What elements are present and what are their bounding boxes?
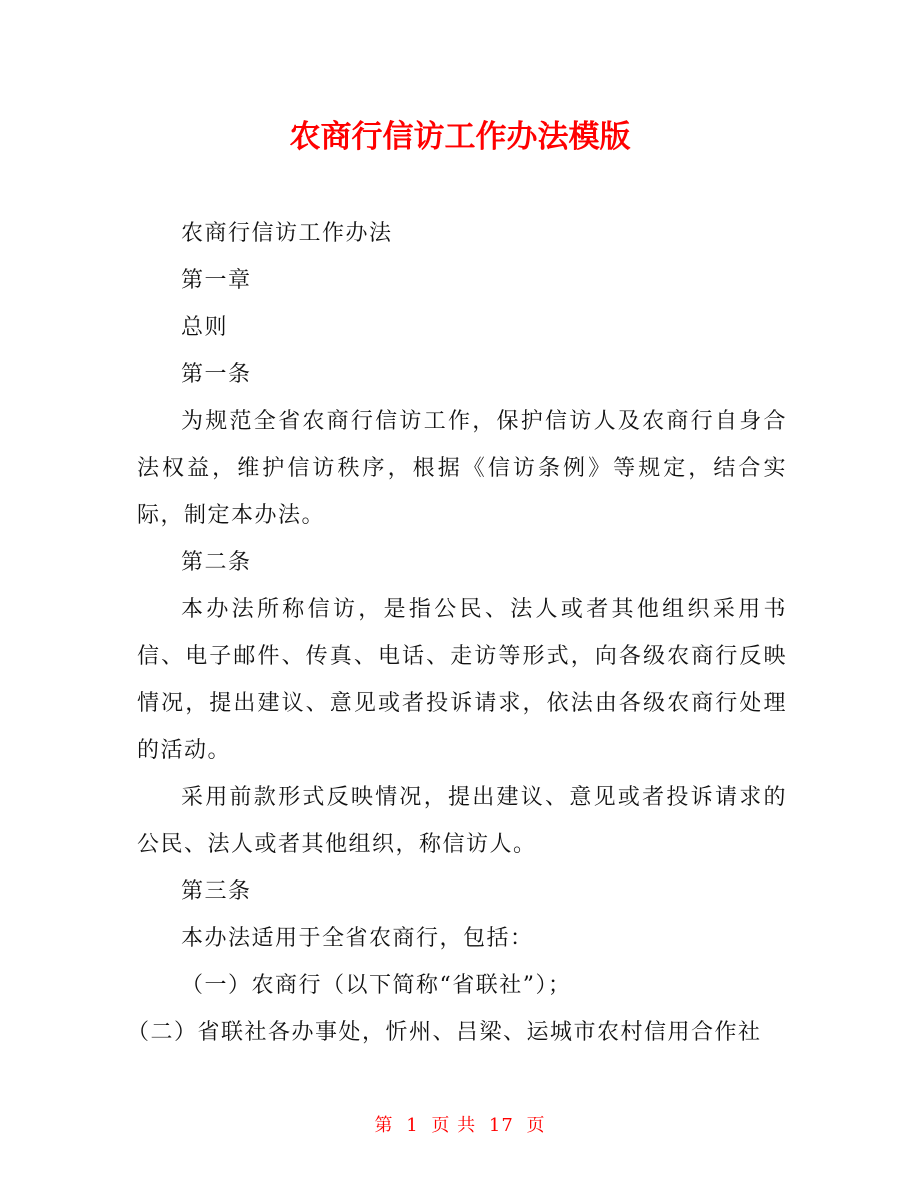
paragraph: （二）省联社各办事处，忻州、吕梁、运城市农村信用合作社 <box>127 1020 762 1045</box>
paragraph: 第一条 <box>181 362 252 387</box>
paragraph: 第三条 <box>181 879 252 904</box>
paragraph: 采用前款形式反映情况，提出建议、意见或者投诉请求的公民、法人或者其他组织，称信访人。 <box>137 785 787 857</box>
total-pages-number: 17 <box>488 1115 514 1136</box>
paragraph: （一）农商行（以下简称“省联社”）； <box>181 973 572 998</box>
footer-middle: 页 共 <box>431 1115 477 1136</box>
footer-suffix: 页 <box>526 1115 546 1136</box>
paragraph: 本办法所称信访，是指公民、法人或者其他组织采用书信、电子邮件、传真、电话、走访等形式，向各级农商行反映情况，提出建议、意见或者投诉请求，依法由各级农商行处理的活动。 <box>137 597 787 763</box>
paragraph: 第一章 <box>181 268 252 293</box>
paragraph: 本办法适用于全省农商行，包括： <box>181 926 534 951</box>
paragraph: 总则 <box>181 315 229 340</box>
footer-prefix: 第 <box>374 1115 394 1136</box>
paragraph: 为规范全省农商行信访工作，保护信访人及农商行自身合法权益，维护信访秩序，根据《信访条例》等规定，结合实际，制定本办法。 <box>137 409 787 528</box>
current-page-number: 1 <box>406 1115 419 1136</box>
paragraph: 第二条 <box>181 550 252 575</box>
page-footer <box>0 1111 920 1141</box>
document-body <box>127 210 787 1056</box>
paragraph: 农商行信访工作办法 <box>181 221 393 246</box>
document-title: 农商行信访工作办法模版 <box>289 119 631 155</box>
